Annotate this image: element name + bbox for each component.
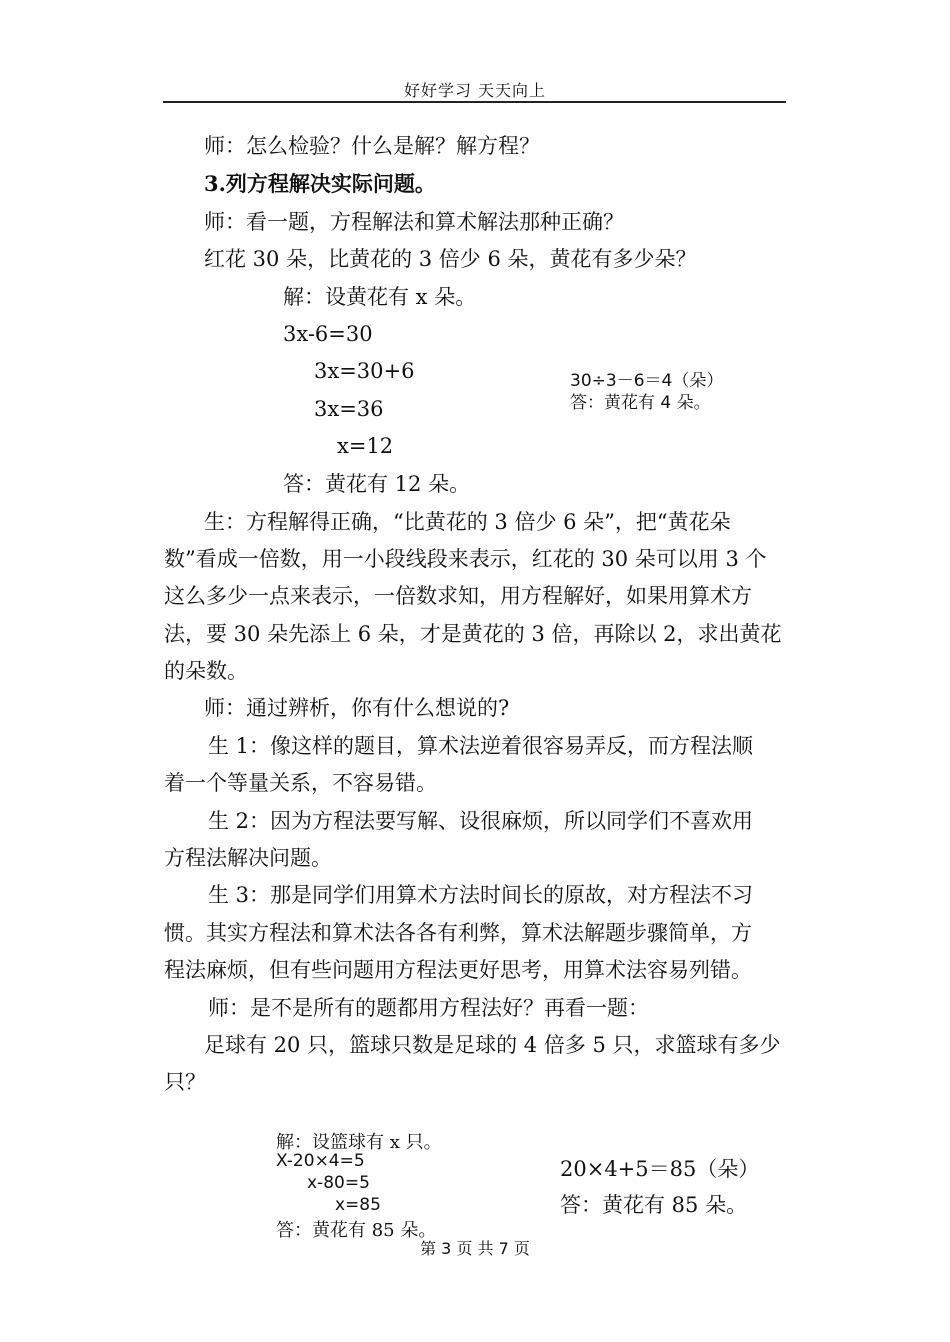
equation-2-step-2: x-80=5 xyxy=(307,1173,370,1193)
arithmetic-1-answer: 答：黄花有 4 朵。 xyxy=(570,393,711,413)
equation-2-step-3: x=85 xyxy=(335,1195,381,1215)
problem-1-statement: 红花 30 朵，比黄花的 3 倍少 6 朵，黄花有多少朵？ xyxy=(204,247,697,271)
student-3-line-1: 生 3：那是同学们用算术方法时间长的原故，对方程法不习 xyxy=(208,883,754,907)
page-header-title: 好好学习 天天向上 xyxy=(403,81,547,100)
arithmetic-2-expression: 20×4+5＝85（朵） xyxy=(560,1157,760,1181)
student-answer-line-1: 生：方程解得正确，“比黄花的 3 倍少 6 朵”，把“黄花朵 xyxy=(204,510,731,534)
equation-2-answer: 答：黄花有 85 朵。 xyxy=(276,1220,437,1241)
equation-1-answer: 答：黄花有 12 朵。 xyxy=(283,472,471,496)
equation-1-step-4: x=12 xyxy=(337,434,394,458)
equation-2-step-1: X-20×4=5 xyxy=(276,1151,365,1171)
header-divider xyxy=(163,101,786,103)
equation-1-setup: 解：设黄花有 x 朵。 xyxy=(283,285,477,309)
section-heading: 3.列方程解决实际问题。 xyxy=(204,171,436,196)
student-1-line-2: 着一个等量关系，不容易错。 xyxy=(164,771,437,795)
student-1-line-1: 生 1：像这样的题目，算术法逆着很容易弄反，而方程法顺 xyxy=(208,734,754,758)
equation-1-step-1: 3x-6=30 xyxy=(283,322,373,346)
student-answer-line-2: 数”看成一倍数，用一小段线段来表示，红花的 30 朵可以用 3 个 xyxy=(164,547,767,571)
student-2-line-2: 方程法解决问题。 xyxy=(164,846,332,870)
arithmetic-2-answer: 答：黄花有 85 朵。 xyxy=(560,1193,748,1217)
student-3-line-2: 惯。其实方程法和算术法各各有利弊，算术法解题步骤简单，方 xyxy=(164,921,752,945)
problem-2-line-1: 足球有 20 只，篮球只数是足球的 4 倍多 5 只，求篮球有多少 xyxy=(204,1033,781,1057)
student-answer-line-4: 法，要 30 朵先添上 6 朵，才是黄花的 3 倍，再除以 2，求出黄花 xyxy=(164,622,782,646)
equation-1-step-2: 3x=30+6 xyxy=(314,359,415,383)
teacher-prompt-compare: 师：看一题，方程解法和算术解法那种正确？ xyxy=(204,210,624,234)
page-number-footer: 第 3 页 共 7 页 xyxy=(420,1239,530,1258)
equation-1-step-3: 3x=36 xyxy=(314,397,384,421)
student-2-line-1: 生 2：因为方程法要写解、设很麻烦，所以同学们不喜欢用 xyxy=(208,809,754,833)
student-3-line-3: 程法麻烦，但有些问题用方程法更好思考，用算术法容易列错。 xyxy=(164,958,752,982)
teacher-question-verify: 师：怎么检验？什么是解？解方程？ xyxy=(204,134,540,158)
teacher-prompt-reflect: 师：通过辨析，你有什么想说的? xyxy=(204,696,510,720)
student-answer-line-3: 这么多少一点来表示，一倍数求知，用方程解好，如果用算术方 xyxy=(164,584,752,608)
student-answer-line-5: 的朵数。 xyxy=(164,659,248,683)
teacher-prompt-next: 师：是不是所有的题都用方程法好？再看一题： xyxy=(208,996,649,1020)
problem-2-line-2: 只？ xyxy=(164,1070,206,1094)
arithmetic-1-expression: 30÷3－6＝4（朵） xyxy=(570,371,724,391)
equation-2-setup: 解：设篮球有 x 只。 xyxy=(276,1132,442,1153)
